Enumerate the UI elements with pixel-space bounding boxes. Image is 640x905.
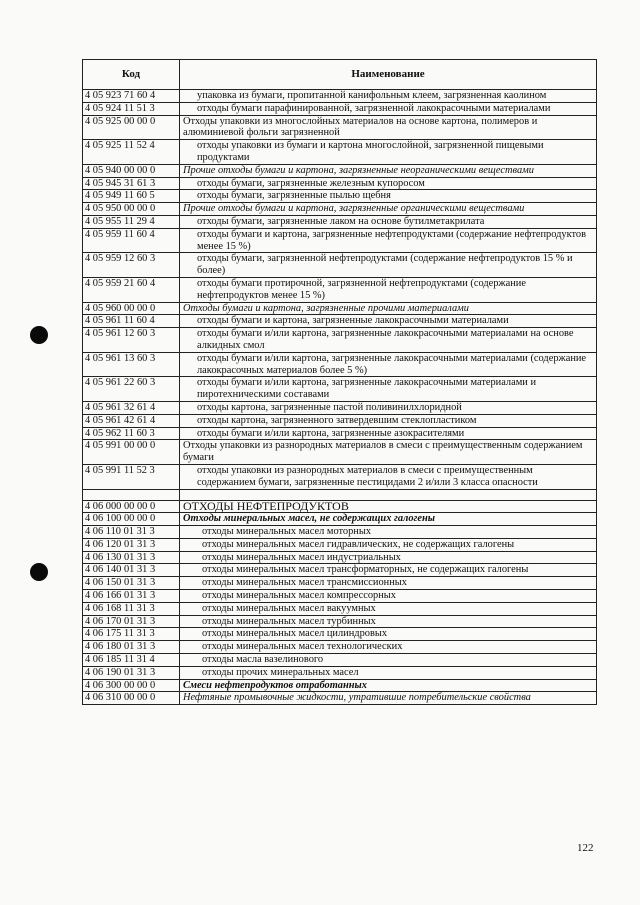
waste-name-cell: отходы минеральных масел гидравлических, не содержащих галогены bbox=[180, 538, 597, 551]
table-row bbox=[83, 302, 597, 315]
table-row bbox=[83, 115, 597, 140]
table-row bbox=[83, 414, 597, 427]
table-row bbox=[83, 564, 597, 577]
waste-name-cell: отходы картона, загрязненного затвердевшим стеклопластиком bbox=[180, 414, 597, 427]
waste-code-cell: 4 06 110 01 31 3 bbox=[83, 526, 180, 539]
waste-code-cell: 4 06 166 01 31 3 bbox=[83, 590, 180, 603]
waste-name-cell: Прочие отходы бумаги и картона, загрязненные органическими веществами bbox=[180, 203, 597, 216]
waste-name-cell: отходы упаковки из разнородных материалов в смеси с преимущественным содержанием бумаги, загрязненные пестицидами 2 и/или 3 класса опасности bbox=[180, 464, 597, 489]
table-row bbox=[83, 140, 597, 165]
waste-code-cell: 4 05 961 32 61 4 bbox=[83, 401, 180, 414]
waste-name-cell: отходы бумаги, загрязненные лаком на основе бутилметакрилата bbox=[180, 215, 597, 228]
waste-code-cell: 4 05 961 11 60 4 bbox=[83, 315, 180, 328]
waste-name-cell: отходы бумаги и/или картона, загрязненные азокрасителями bbox=[180, 427, 597, 440]
table-row bbox=[83, 577, 597, 590]
waste-name-cell: отходы бумаги, загрязненные железным купоросом bbox=[180, 177, 597, 190]
waste-name-cell: отходы минеральных масел вакуумных bbox=[180, 602, 597, 615]
table-row bbox=[83, 679, 597, 692]
waste-classification-table bbox=[82, 59, 597, 705]
waste-code-cell: 4 05 962 11 60 3 bbox=[83, 427, 180, 440]
waste-code-cell: 4 05 924 11 51 3 bbox=[83, 102, 180, 115]
table-row bbox=[83, 401, 597, 414]
waste-name-cell: отходы минеральных масел индустриальных bbox=[180, 551, 597, 564]
table-row bbox=[83, 654, 597, 667]
waste-name-cell: отходы бумаги и/или картона, загрязненные лакокрасочными материалами (содержание лакокрасочных материалов более 5 %) bbox=[180, 352, 597, 377]
table-row bbox=[83, 90, 597, 103]
waste-code-cell: 4 05 961 22 60 3 bbox=[83, 377, 180, 402]
waste-code-cell: 4 06 300 00 00 0 bbox=[83, 679, 180, 692]
table-header-row bbox=[83, 60, 597, 90]
table-row bbox=[83, 164, 597, 177]
waste-code-cell: 4 06 000 00 00 0 bbox=[83, 500, 180, 513]
waste-name-cell: отходы бумаги парафинированной, загрязненной лакокрасочными материалами bbox=[180, 102, 597, 115]
waste-code-cell bbox=[83, 489, 180, 500]
waste-code-cell: 4 05 961 12 60 3 bbox=[83, 328, 180, 353]
table-row bbox=[83, 377, 597, 402]
waste-name-cell: Отходы бумаги и картона, загрязненные прочими материалами bbox=[180, 302, 597, 315]
table-row bbox=[83, 102, 597, 115]
waste-code-cell: 4 06 175 11 31 3 bbox=[83, 628, 180, 641]
waste-name-cell: отходы бумаги протирочной, загрязненной нефтепродуктами (содержание нефтепродуктов менее 15 %) bbox=[180, 277, 597, 302]
code-column-header: Код bbox=[83, 60, 180, 90]
waste-code-cell: 4 06 120 01 31 3 bbox=[83, 538, 180, 551]
waste-name-cell: отходы бумаги и/или картона, загрязненные лакокрасочными материалами на основе алкидных смол bbox=[180, 328, 597, 353]
waste-name-cell: отходы минеральных масел компрессорных bbox=[180, 590, 597, 603]
waste-name-cell: отходы прочих минеральных масел bbox=[180, 666, 597, 679]
table-row bbox=[83, 190, 597, 203]
waste-code-cell: 4 05 945 31 61 3 bbox=[83, 177, 180, 190]
waste-name-cell: отходы бумаги и картона, загрязненные лакокрасочными материалами bbox=[180, 315, 597, 328]
waste-name-cell: отходы бумаги и картона, загрязненные нефтепродуктами (содержание нефтепродуктов менее 15 %) bbox=[180, 228, 597, 253]
waste-name-cell: упаковка из бумаги, пропитанной канифольным клеем, загрязненная каолином bbox=[180, 90, 597, 103]
waste-name-cell: отходы упаковки из бумаги и картона многослойной, загрязненной пищевыми продуктами bbox=[180, 140, 597, 165]
waste-code-cell: 4 05 959 12 60 3 bbox=[83, 253, 180, 278]
waste-code-cell: 4 06 150 01 31 3 bbox=[83, 577, 180, 590]
waste-name-cell: отходы бумаги и/или картона, загрязненные лакокрасочными материалами и пиротехническими составами bbox=[180, 377, 597, 402]
waste-name-cell: отходы минеральных масел трансформаторных, не содержащих галогены bbox=[180, 564, 597, 577]
waste-code-cell: 4 05 959 21 60 4 bbox=[83, 277, 180, 302]
waste-code-cell: 4 05 955 11 29 4 bbox=[83, 215, 180, 228]
table-row bbox=[83, 628, 597, 641]
waste-code-cell: 4 05 949 11 60 5 bbox=[83, 190, 180, 203]
waste-name-cell: Прочие отходы бумаги и картона, загрязненные неорганическими веществами bbox=[180, 164, 597, 177]
waste-code-cell: 4 05 991 00 00 0 bbox=[83, 440, 180, 465]
waste-code-cell: 4 05 961 13 60 3 bbox=[83, 352, 180, 377]
table-row bbox=[83, 526, 597, 539]
table-row bbox=[83, 440, 597, 465]
waste-code-cell: 4 06 140 01 31 3 bbox=[83, 564, 180, 577]
waste-name-cell: отходы минеральных масел турбинных bbox=[180, 615, 597, 628]
waste-code-cell: 4 05 961 42 61 4 bbox=[83, 414, 180, 427]
waste-name-cell: отходы минеральных масел трансмиссионных bbox=[180, 577, 597, 590]
table-body bbox=[83, 90, 597, 705]
waste-code-cell: 4 06 130 01 31 3 bbox=[83, 551, 180, 564]
table-row bbox=[83, 203, 597, 216]
punch-hole-top bbox=[30, 326, 48, 344]
table-row bbox=[83, 328, 597, 353]
table-row bbox=[83, 590, 597, 603]
table-row bbox=[83, 352, 597, 377]
waste-code-cell: 4 05 960 00 00 0 bbox=[83, 302, 180, 315]
waste-code-cell: 4 05 959 11 60 4 bbox=[83, 228, 180, 253]
table-row bbox=[83, 315, 597, 328]
waste-code-cell: 4 06 190 01 31 3 bbox=[83, 666, 180, 679]
waste-name-cell: Нефтяные промывочные жидкости, утратившие потребительские свойства bbox=[180, 692, 597, 705]
waste-code-cell: 4 06 168 11 31 3 bbox=[83, 602, 180, 615]
table-row bbox=[83, 641, 597, 654]
waste-code-cell: 4 05 925 00 00 0 bbox=[83, 115, 180, 140]
table-row bbox=[83, 692, 597, 705]
table-row bbox=[83, 253, 597, 278]
table-row bbox=[83, 538, 597, 551]
waste-name-cell: Смеси нефтепродуктов отработанных bbox=[180, 679, 597, 692]
table-row bbox=[83, 500, 597, 513]
waste-code-cell: 4 06 310 00 00 0 bbox=[83, 692, 180, 705]
waste-code-cell: 4 06 100 00 00 0 bbox=[83, 513, 180, 526]
waste-code-cell: 4 05 925 11 52 4 bbox=[83, 140, 180, 165]
waste-code-cell: 4 06 180 01 31 3 bbox=[83, 641, 180, 654]
waste-code-cell: 4 05 940 00 00 0 bbox=[83, 164, 180, 177]
waste-name-cell: отходы минеральных масел цилиндровых bbox=[180, 628, 597, 641]
punch-hole-bottom bbox=[30, 563, 48, 581]
waste-code-cell: 4 05 950 00 00 0 bbox=[83, 203, 180, 216]
table-row bbox=[83, 513, 597, 526]
table-row bbox=[83, 177, 597, 190]
waste-name-cell: отходы минеральных масел технологических bbox=[180, 641, 597, 654]
table-row bbox=[83, 228, 597, 253]
table-row bbox=[83, 277, 597, 302]
table-row bbox=[83, 602, 597, 615]
page-number: 122 bbox=[577, 842, 594, 854]
waste-name-cell: Отходы упаковки из многослойных материалов на основе картона, полимеров и алюминиевой фольги загрязненной bbox=[180, 115, 597, 140]
waste-name-cell: отходы картона, загрязненные пастой поливинилхлоридной bbox=[180, 401, 597, 414]
table-row bbox=[83, 615, 597, 628]
table-row bbox=[83, 427, 597, 440]
waste-name-cell: отходы бумаги, загрязненной нефтепродуктами (содержание нефтепродуктов 15 % и более) bbox=[180, 253, 597, 278]
waste-name-cell: Отходы упаковки из разнородных материалов в смеси с преимущественным содержанием бумаги bbox=[180, 440, 597, 465]
waste-code-cell: 4 05 991 11 52 3 bbox=[83, 464, 180, 489]
waste-code-cell: 4 05 923 71 60 4 bbox=[83, 90, 180, 103]
table-row bbox=[83, 551, 597, 564]
waste-code-cell: 4 06 185 11 31 4 bbox=[83, 654, 180, 667]
waste-name-cell: отходы масла вазелинового bbox=[180, 654, 597, 667]
name-column-header: Наименование bbox=[180, 60, 597, 90]
waste-code-cell: 4 06 170 01 31 3 bbox=[83, 615, 180, 628]
waste-name-cell: отходы минеральных масел моторных bbox=[180, 526, 597, 539]
table-row bbox=[83, 464, 597, 489]
waste-name-cell: отходы бумаги, загрязненные пылью щебня bbox=[180, 190, 597, 203]
table-row bbox=[83, 215, 597, 228]
waste-name-cell: Отходы минеральных масел, не содержащих галогены bbox=[180, 513, 597, 526]
waste-name-cell: ОТХОДЫ НЕФТЕПРОДУКТОВ bbox=[180, 500, 597, 513]
table-row bbox=[83, 666, 597, 679]
